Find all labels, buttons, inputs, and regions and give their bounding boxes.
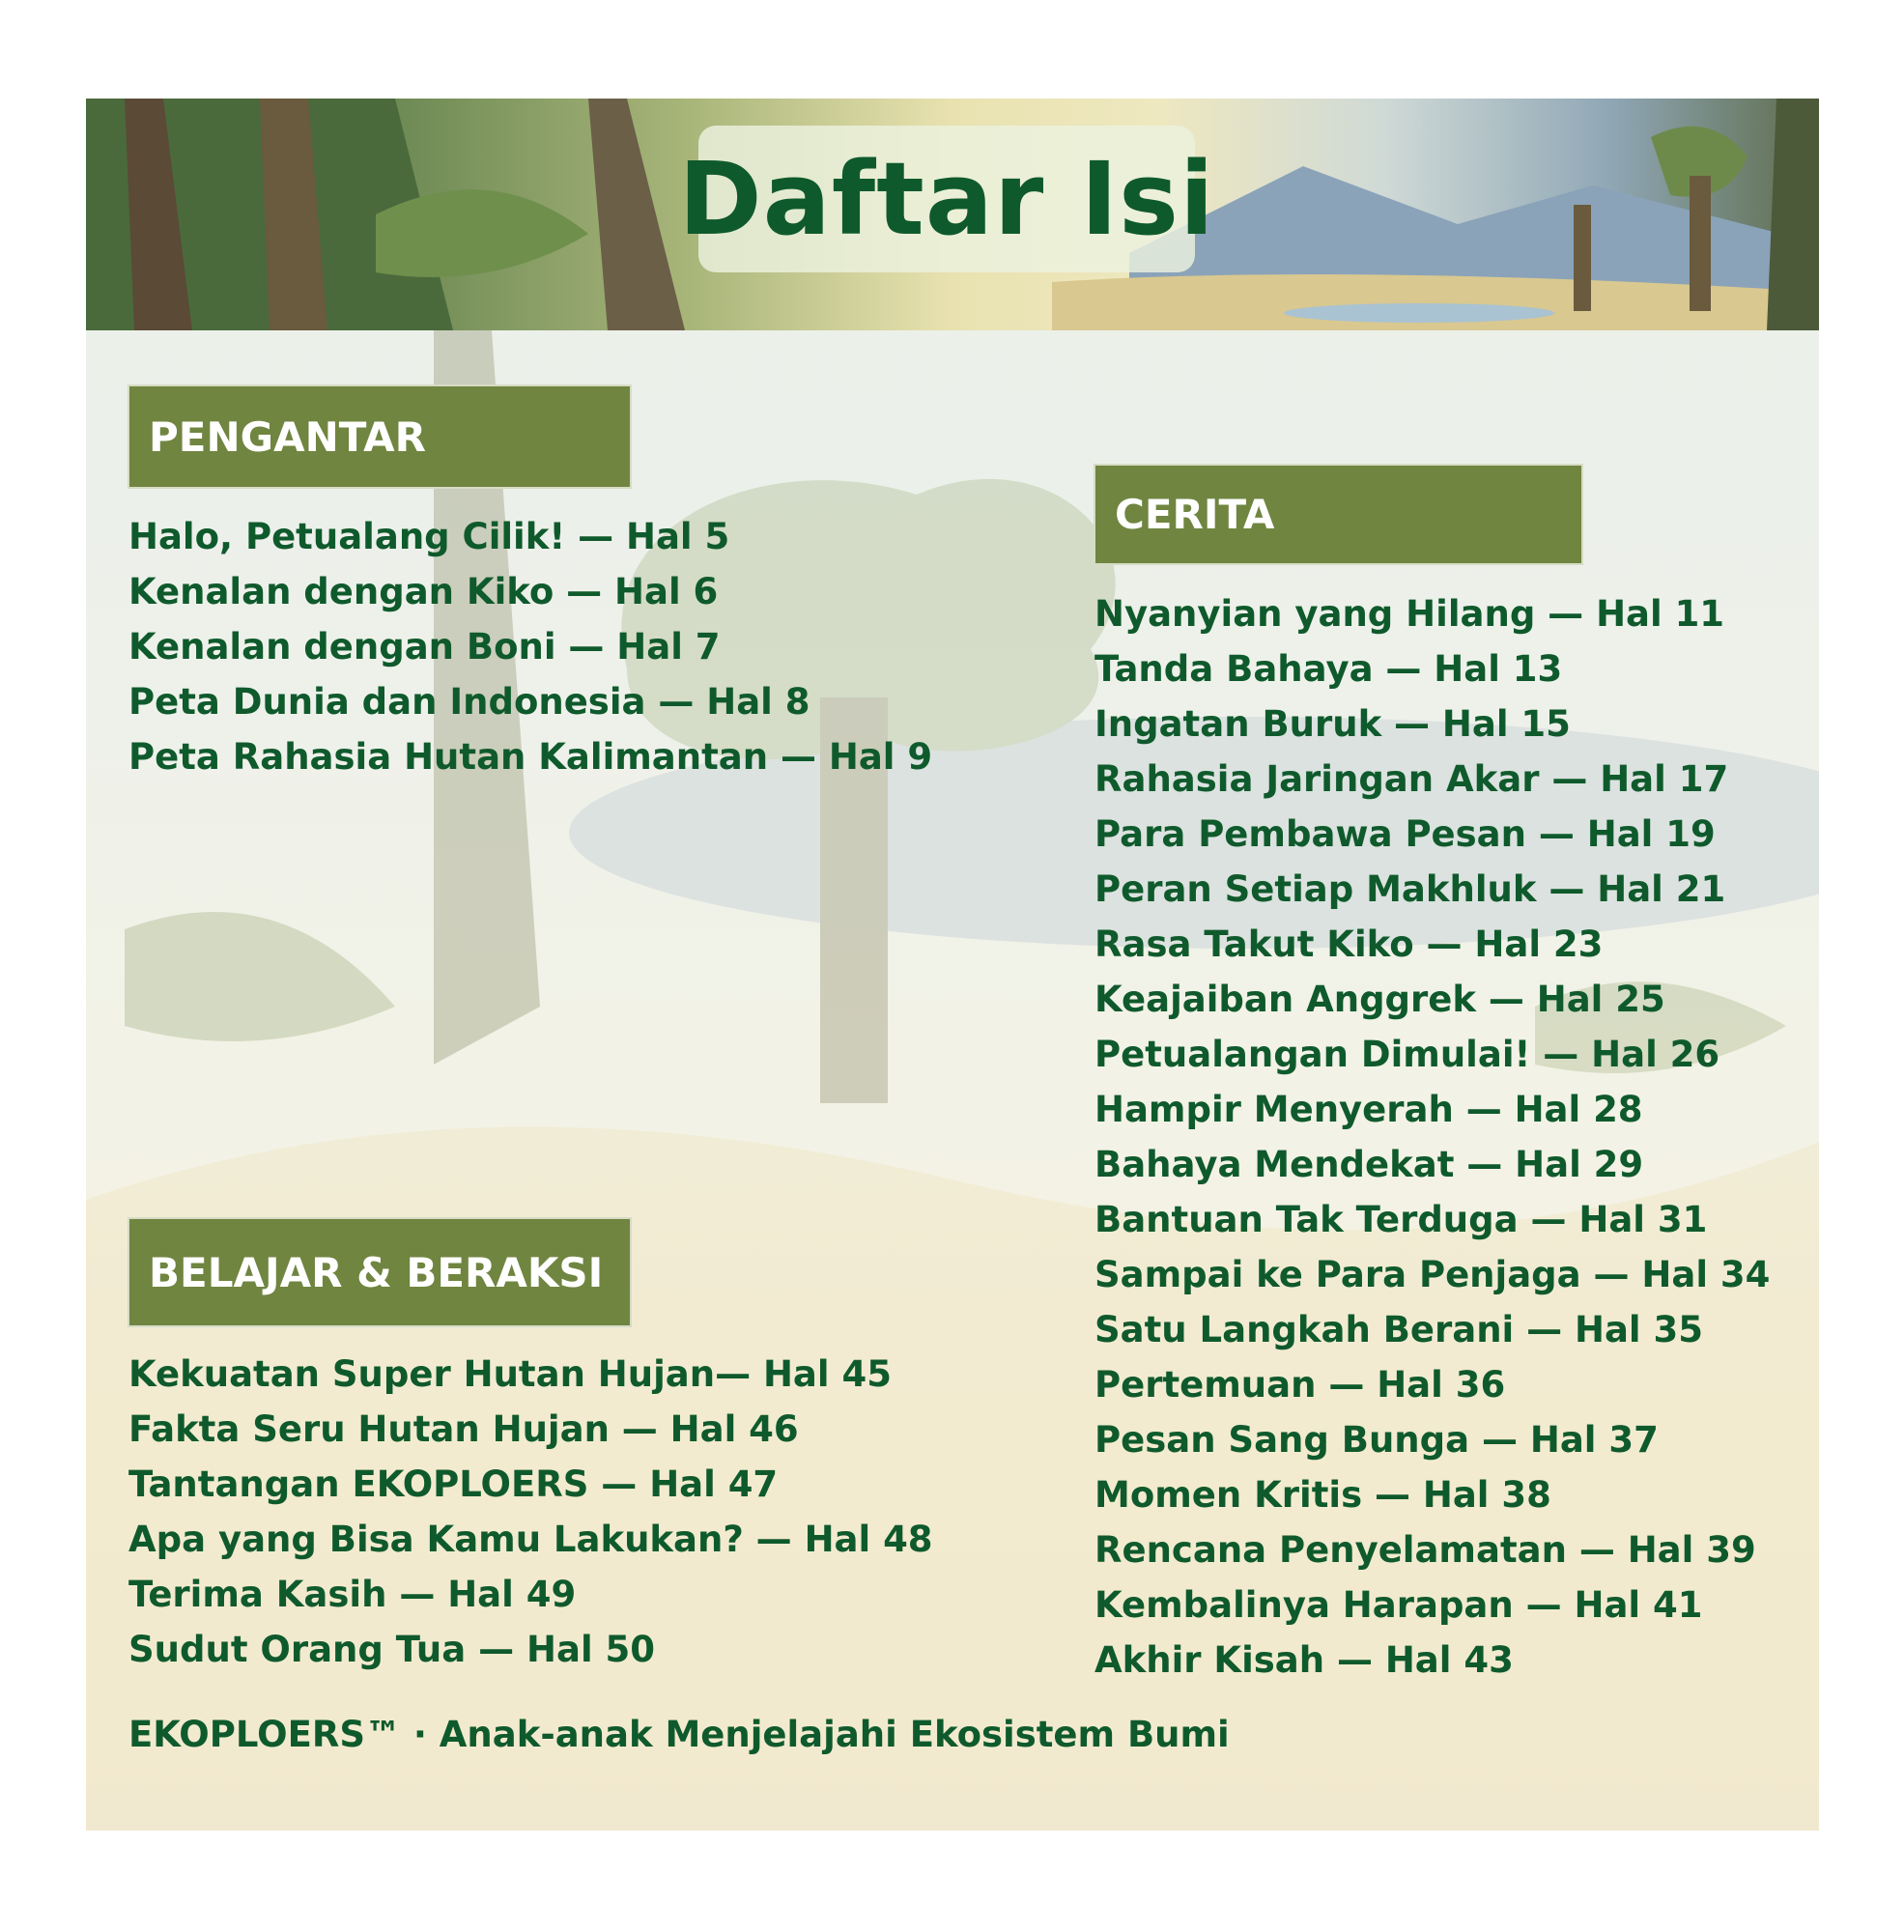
footer-tagline: EKOPLOERS™ · Anak-anak Menjelajahi Ekosistem Bumi — [128, 1714, 1230, 1755]
title-box — [678, 126, 1215, 272]
toc-item[interactable]: Fakta Seru Hutan Hujan — Hal 46 — [128, 1408, 799, 1450]
toc-item[interactable]: Kekuatan Super Hutan Hujan— Hal 45 — [128, 1353, 892, 1395]
toc-item[interactable]: Nyanyian yang Hilang — Hal 11 — [1094, 593, 1725, 635]
belajar-list — [128, 1347, 933, 1677]
toc-item[interactable]: Peran Setiap Makhluk — Hal 21 — [1094, 868, 1726, 910]
toc-item[interactable]: Ingatan Buruk — Hal 15 — [1094, 703, 1571, 745]
toc-item[interactable]: Hampir Menyerah — Hal 28 — [1094, 1089, 1643, 1130]
toc-item[interactable]: Kembalinya Harapan — Hal 41 — [1094, 1584, 1703, 1626]
toc-item[interactable]: Pertemuan — Hal 36 — [1094, 1364, 1506, 1406]
section-heading-label: BELAJAR & BERAKSI — [149, 1248, 604, 1296]
toc-item[interactable]: Para Pembawa Pesan — Hal 19 — [1094, 813, 1716, 855]
toc-item[interactable]: Rahasia Jaringan Akar — Hal 17 — [1094, 758, 1729, 800]
section-heading-pengantar — [128, 384, 632, 489]
toc-item[interactable]: Satu Langkah Berani — Hal 35 — [1094, 1309, 1703, 1350]
toc-item[interactable]: Petualangan Dimulai! — Hal 26 — [1094, 1034, 1720, 1075]
toc-item[interactable]: Momen Kritis — Hal 38 — [1094, 1474, 1551, 1516]
toc-item[interactable]: Apa yang Bisa Kamu Lakukan? — Hal 48 — [128, 1519, 933, 1560]
toc-item[interactable]: Keajaiban Anggrek — Hal 25 — [1094, 979, 1665, 1020]
cerita-list — [1094, 586, 1770, 1688]
toc-item[interactable]: Rasa Takut Kiko — Hal 23 — [1094, 923, 1604, 965]
toc-item[interactable]: Sudut Orang Tua — Hal 50 — [128, 1629, 655, 1670]
section-heading-label: PENGANTAR — [149, 412, 426, 461]
section-heading-belajar-beraksi — [128, 1217, 632, 1327]
toc-item[interactable]: Terima Kasih — Hal 49 — [128, 1574, 577, 1615]
header-banner — [86, 99, 1819, 330]
page-panel — [86, 99, 1819, 1831]
toc-item[interactable]: Halo, Petualang Cilik! — Hal 5 — [128, 516, 730, 557]
toc-item[interactable]: Peta Rahasia Hutan Kalimantan — Hal 9 — [128, 736, 933, 778]
page-title: Daftar Isi — [678, 140, 1215, 258]
toc-item[interactable]: Bantuan Tak Terduga — Hal 31 — [1094, 1199, 1708, 1240]
toc-item[interactable]: Bahaya Mendekat — Hal 29 — [1094, 1144, 1644, 1185]
toc-item[interactable]: Tanda Bahaya — Hal 13 — [1094, 648, 1563, 690]
toc-item[interactable]: Kenalan dengan Boni — Hal 7 — [128, 626, 721, 668]
toc-item[interactable]: Pesan Sang Bunga — Hal 37 — [1094, 1419, 1659, 1461]
pengantar-list — [128, 509, 932, 784]
toc-item[interactable]: Tantangan EKOPLOERS — Hal 47 — [128, 1463, 779, 1505]
section-heading-cerita — [1094, 464, 1583, 565]
toc-item[interactable]: Kenalan dengan Kiko — Hal 6 — [128, 571, 719, 612]
toc-item[interactable]: Sampai ke Para Penjaga — Hal 34 — [1094, 1254, 1771, 1295]
toc-item[interactable]: Akhir Kisah — Hal 43 — [1094, 1639, 1514, 1681]
toc-item[interactable]: Peta Dunia dan Indonesia — Hal 8 — [128, 681, 810, 723]
toc-item[interactable]: Rencana Penyelamatan — Hal 39 — [1094, 1529, 1756, 1571]
section-heading-label: CERITA — [1115, 491, 1275, 538]
